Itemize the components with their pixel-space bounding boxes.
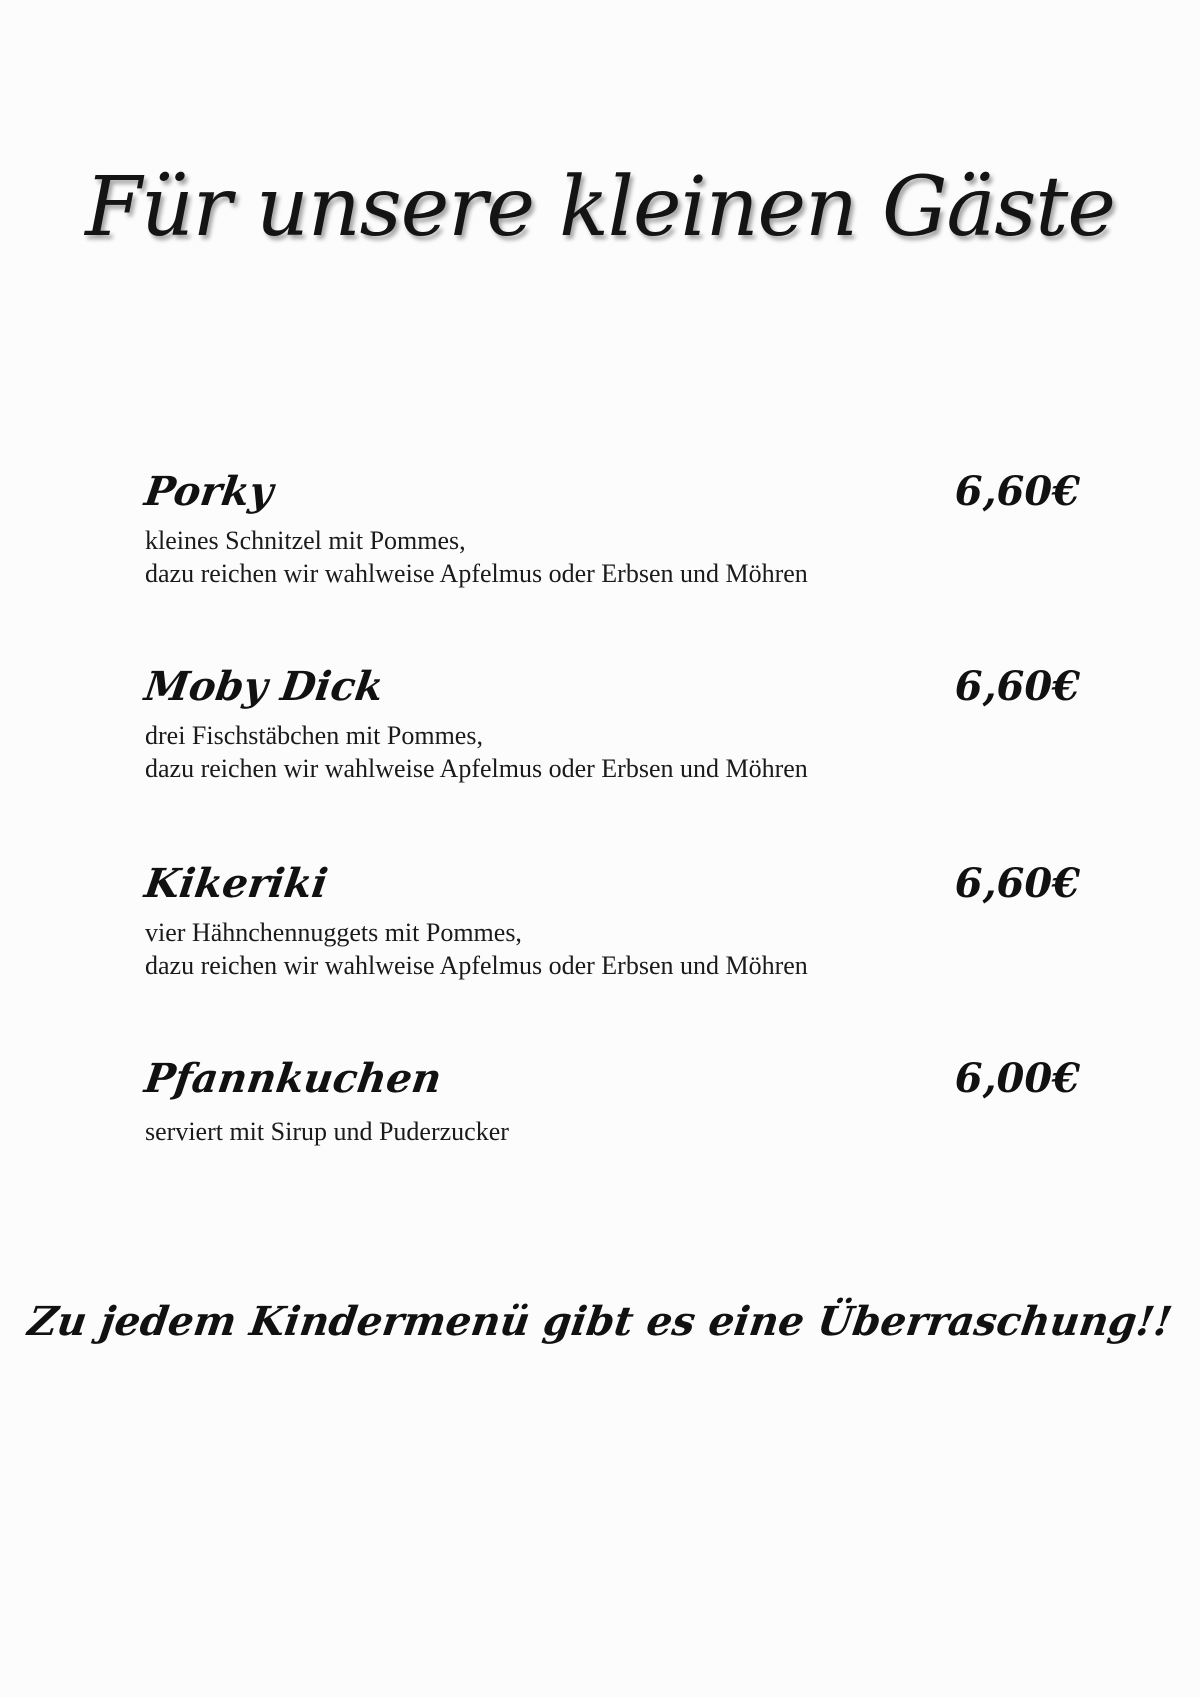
item-description-line: serviert mit Sirup und Puderzucker: [145, 1117, 509, 1146]
item-name: Porky: [141, 468, 277, 515]
item-price: 6,00€: [954, 1055, 1080, 1102]
footer-note: Zu jedem Kindermenü gibt es eine Überraschung!!: [25, 1298, 1175, 1345]
menu-item-pfannkuchen: [141, 1055, 1080, 1155]
menu-item-moby-dick: [141, 663, 1080, 783]
item-name: Kikeriki: [141, 860, 331, 907]
item-description: [145, 524, 808, 590]
item-description-line: vier Hähnchennuggets mit Pommes,: [145, 918, 522, 947]
item-description: [145, 916, 808, 982]
item-description-line: kleines Schnitzel mit Pommes,: [145, 526, 466, 555]
item-description-line: drei Fischstäbchen mit Pommes,: [145, 721, 483, 750]
item-price: 6,60€: [954, 663, 1080, 710]
item-price: 6,60€: [954, 860, 1080, 907]
item-name: Pfannkuchen: [141, 1055, 445, 1102]
item-description-line: dazu reichen wir wahlweise Apfelmus oder Erbsen und Möhren: [145, 559, 808, 588]
item-description: [145, 719, 808, 785]
menu-item-kikeriki: [141, 860, 1080, 980]
menu-item-porky: [141, 468, 1080, 588]
item-name: Moby Dick: [141, 663, 387, 710]
item-description-line: dazu reichen wir wahlweise Apfelmus oder Erbsen und Möhren: [145, 951, 808, 980]
item-description-line: dazu reichen wir wahlweise Apfelmus oder Erbsen und Möhren: [145, 754, 808, 783]
item-price: 6,60€: [954, 468, 1080, 515]
item-description: [145, 1115, 509, 1148]
page-title: Für unsere kleinen Gäste: [85, 160, 1115, 255]
